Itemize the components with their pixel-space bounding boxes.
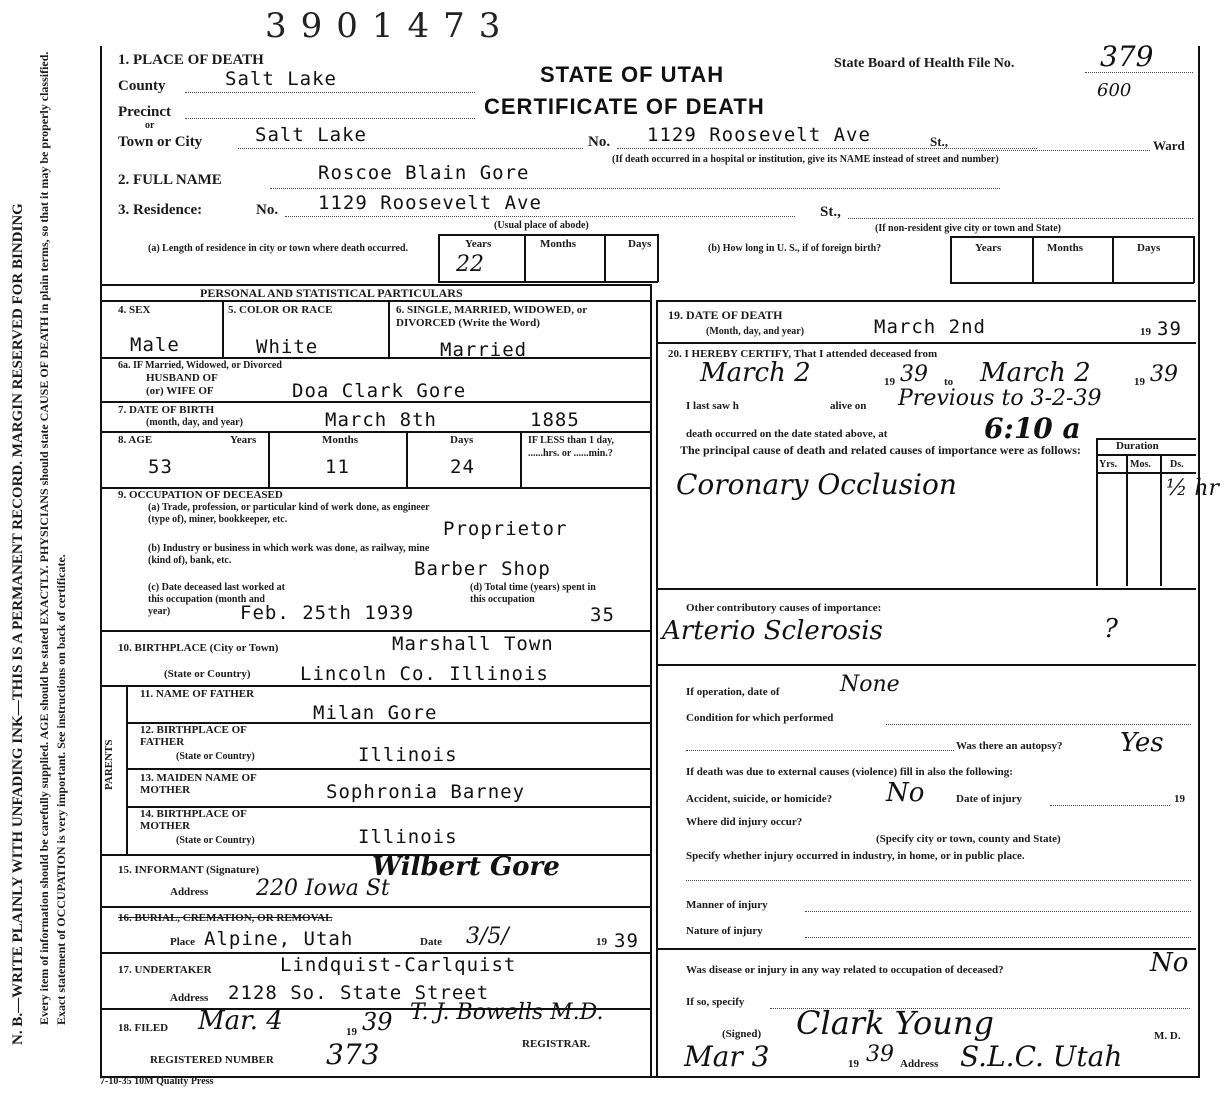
margin-note-instructions: Every item of information should be carefully supplied. AGE should be stated EXACTLY. PHYSICIANS should state CAUSE OF DEATH in plain terms, so that it may be properly classified. Exact statement of OCCUPATION is very important. See instructions on back of certificate. — [37, 51, 68, 1025]
occ-related-label: Was disease or injury in any way related to occupation of deceased? — [686, 964, 1004, 976]
registrar-signature: T. J. Bowells M.D. — [410, 1000, 604, 1025]
race-value: White — [256, 336, 319, 358]
months-header: Months — [540, 238, 577, 250]
certificate-title: CERTIFICATE OF DEATH — [484, 94, 765, 119]
mos-header: Mos. — [1130, 459, 1151, 470]
autopsy-label: Was there an autopsy? — [956, 740, 1063, 752]
dod-year-prefix: 19 — [1140, 326, 1151, 338]
town-label: Town or City — [118, 134, 203, 150]
file-note: 600 — [1097, 80, 1132, 101]
attended-from: March 2 — [700, 358, 811, 388]
to-year-prefix: 19 — [1134, 376, 1145, 388]
age-months: 11 — [325, 456, 350, 478]
occupation-label: 9. OCCUPATION OF DECEASED — [118, 489, 283, 501]
burial-date: 3/5/ — [466, 924, 509, 949]
occupation-b-label: (b) Industry or business in which work was done, as railway, mine (kind of), bank, etc. — [148, 543, 430, 566]
us-years-header: Years — [975, 242, 1002, 254]
margin-note: N. B.—WRITE PLAINLY WITH UNFADING INK—THIS IS A PERMANENT RECORD. MARGIN RESERVED FOR BINDING — [10, 203, 26, 1045]
informant-signature: Wilbert Gore — [372, 852, 560, 882]
manner-label: Manner of injury — [686, 899, 768, 911]
nature-label: Nature of injury — [686, 925, 763, 937]
signed-label: (Signed) — [722, 1028, 762, 1040]
date-of-injury-label: Date of injury — [956, 793, 1022, 805]
filed-label: 18. FILED — [118, 1022, 169, 1034]
birthplace-city: Marshall Town — [392, 633, 554, 655]
from-year: 39 — [900, 362, 928, 387]
father-birthplace-label: 12. BIRTHPLACE OF FATHER — [140, 724, 247, 748]
birthplace-state: Lincoln Co. Illinois — [300, 663, 549, 685]
footer-print: 7-10-35 10M Quality Press — [100, 1076, 214, 1087]
dob-sub: (month, day, and year) — [146, 417, 243, 428]
sex-value: Male — [130, 334, 180, 356]
spouse-label-1: 6a. IF Married, Widowed, or Divorced — [118, 360, 282, 371]
cause-label: The principal cause of death and related causes of importance were as follows: — [680, 443, 1081, 457]
dod-value: March 2nd — [874, 316, 986, 338]
filed-date: Mar. 4 — [198, 1006, 283, 1036]
less-than-label: IF LESS than 1 day, ......hrs. or ......min.? — [528, 435, 615, 459]
town-value: Salt Lake — [255, 124, 367, 146]
yrs-header: Yrs. — [1099, 459, 1118, 470]
time-of-death: 6:10 a — [984, 412, 1081, 445]
mother-birthplace-label: 14. BIRTHPLACE OF MOTHER — [140, 808, 247, 832]
dod-year: 39 — [1157, 318, 1182, 340]
sex-label: 4. SEX — [118, 304, 151, 316]
undertaker-label: 17. UNDERTAKER — [118, 964, 212, 976]
residence-years: 22 — [456, 252, 484, 277]
us-days-header: Days — [1137, 242, 1161, 254]
signature-date: Mar 3 — [684, 1040, 770, 1073]
accident-label: Accident, suicide, or homicide? — [686, 793, 833, 805]
spouse-label-2: HUSBAND OF — [146, 372, 218, 384]
from-year-prefix: 19 — [884, 376, 895, 388]
age-days-header: Days — [450, 434, 474, 446]
occupation-c-label: (c) Date deceased last worked at this occupation (month and year) — [148, 582, 285, 617]
last-saw-label: I last saw h — [686, 400, 739, 412]
burial-date-label: Date — [420, 936, 442, 948]
precinct-label: Precinct — [118, 104, 172, 120]
undertaker-address: 2128 So. State Street — [228, 982, 490, 1004]
place-of-death-heading: 1. PLACE OF DEATH — [118, 52, 264, 68]
filed-year-prefix: 19 — [346, 1026, 357, 1038]
dod-label: 19. DATE OF DEATH — [668, 308, 783, 322]
days-header: Days — [628, 238, 652, 250]
mother-value: Sophronia Barney — [326, 781, 526, 803]
marital-value: Married — [440, 339, 528, 361]
parents-label: PARENTS — [103, 739, 115, 790]
external-label: If death was due to external causes (violence) fill in also the following: — [686, 766, 1013, 778]
occupation-a-label: (a) Trade, profession, or particular kind of work done, as engineer (type of), miner, bookkeeper, etc. — [148, 502, 430, 525]
attended-to: March 2 — [980, 358, 1091, 388]
serial-number: 3901473 — [265, 6, 515, 46]
occupation-a-value: Proprietor — [443, 518, 568, 540]
registrar-label: REGISTRAR. — [522, 1038, 591, 1050]
full-name-label: 2. FULL NAME — [118, 172, 222, 188]
sig-address: S.L.C. Utah — [960, 1040, 1123, 1073]
undertaker-value: Lindquist-Carlquist — [280, 954, 517, 976]
registered-number: 373 — [326, 1038, 380, 1071]
or-label: or — [145, 120, 155, 131]
physician-signature: Clark Young — [796, 1004, 994, 1042]
us-months-header: Months — [1047, 242, 1084, 254]
foreign-birth-label: (b) How long in U. S., if of foreign birth? — [708, 243, 882, 254]
md-label: M. D. — [1154, 1030, 1181, 1042]
where-note: (Specify city or town, county and State) — [876, 833, 1061, 845]
address-value: 1129 Roosevelt Ave — [647, 124, 871, 146]
age-years: 53 — [148, 456, 173, 478]
registered-number-label: REGISTERED NUMBER — [150, 1054, 274, 1066]
nonresident-note: (If non-resident give city or town and State) — [875, 223, 1062, 234]
county-label: County — [118, 78, 166, 94]
cause-value: Coronary Occlusion — [676, 468, 957, 501]
spouse-value: Doa Clark Gore — [292, 380, 467, 402]
ds-header: Ds. — [1170, 459, 1184, 470]
burial-year: 39 — [614, 930, 639, 952]
father-label: 11. NAME OF FATHER — [140, 688, 255, 700]
father-value: Milan Gore — [313, 702, 438, 724]
full-name-value: Roscoe Blain Gore — [318, 162, 530, 184]
occupation-b-value: Barber Shop — [414, 558, 551, 580]
dob-month-day: March 8th — [325, 409, 437, 431]
years-header: Years — [465, 238, 492, 250]
county-value: Salt Lake — [225, 68, 337, 90]
dob-label: 7. DATE OF BIRTH — [118, 404, 215, 416]
occupation-c-value: Feb. 25th 1939 — [240, 602, 415, 624]
condition-label: Condition for which performed — [686, 712, 834, 724]
residence-no-label: No. — [256, 202, 279, 218]
contrib-duration: ? — [1104, 614, 1118, 644]
filed-year: 39 — [362, 1008, 393, 1036]
sig-year: 39 — [866, 1042, 894, 1067]
file-no-label: State Board of Health File No. — [834, 56, 1015, 71]
certify-label: 20. I HEREBY CERTIFY, That I attended deceased from — [668, 348, 938, 360]
where-label: Where did injury occur? — [686, 816, 803, 828]
age-months-header: Months — [322, 434, 359, 446]
dob-year: 1885 — [530, 409, 580, 431]
cause-duration: ½ hr — [1166, 476, 1220, 501]
duration-header: Duration — [1116, 440, 1159, 452]
residence-st: St., — [820, 204, 841, 220]
birthplace-state-label: (State or Country) — [164, 668, 251, 680]
operation-label: If operation, date of — [686, 686, 780, 698]
burial-place-label: Place — [170, 936, 196, 948]
informant-address-label: Address — [170, 886, 209, 898]
residence-label: 3. Residence: — [118, 202, 203, 218]
occupation-d-label: (d) Total time (years) spent in this occupation — [470, 582, 596, 605]
residence-value: 1129 Roosevelt Ave — [318, 192, 542, 214]
father-birthplace: Illinois — [358, 744, 458, 766]
age-label: 8. AGE — [118, 434, 153, 446]
marital-label: 6. SINGLE, MARRIED, WIDOWED, or DIVORCED (Write the Word) — [396, 304, 587, 329]
autopsy-value: Yes — [1120, 728, 1164, 758]
occurred-label: death occurred on the date stated above, at — [686, 428, 888, 440]
age-days: 24 — [450, 456, 475, 478]
informant-address: 220 Iowa St — [256, 876, 390, 901]
to-label: to — [944, 376, 954, 388]
occ-related-value: No — [1150, 948, 1189, 978]
alive-on-value: Previous to 3-2-39 — [898, 386, 1102, 411]
occupation-d-value: 35 — [590, 604, 615, 626]
to-year: 39 — [1150, 362, 1178, 387]
sig-address-label: Address — [900, 1058, 939, 1070]
burial-place: Alpine, Utah — [204, 928, 354, 950]
personal-heading: PERSONAL AND STATISTICAL PARTICULARS — [200, 286, 463, 300]
mother-state-country: (State or Country) — [176, 835, 255, 846]
operation-value: None — [840, 672, 900, 697]
dod-sub: (Month, day, and year) — [706, 326, 805, 337]
state-title: STATE OF UTAH — [540, 62, 725, 87]
spouse-label-3: (or) WIFE OF — [146, 385, 214, 397]
alive-on-label: alive on — [830, 400, 867, 412]
file-no-value: 379 — [1100, 40, 1154, 73]
sig-year-prefix: 19 — [848, 1058, 859, 1070]
age-years-header: Years — [230, 434, 257, 446]
contrib-label: Other contributory causes of importance: — [686, 602, 882, 614]
birthplace-label: 10. BIRTHPLACE (City or Town) — [118, 642, 279, 654]
burial-label: 16. BURIAL, CREMATION, OR REMOVAL — [118, 912, 333, 924]
usual-abode-note: (Usual place of abode) — [494, 220, 589, 231]
address-no-label: No. — [588, 134, 611, 150]
undertaker-address-label: Address — [170, 992, 209, 1004]
st-label: St., — [930, 134, 949, 149]
contrib-value: Arterio Sclerosis — [662, 616, 883, 646]
mother-birthplace: Illinois — [358, 826, 458, 848]
injury-year-prefix: 19 — [1174, 793, 1185, 805]
mother-label: 13. MAIDEN NAME OF MOTHER — [140, 772, 257, 796]
father-state-country: (State or Country) — [176, 751, 255, 762]
hospital-note: (If death occurred in a hospital or institution, give its NAME instead of street and number) — [612, 154, 999, 165]
ward-label: Ward — [1153, 138, 1185, 153]
informant-label: 15. INFORMANT (Signature) — [118, 864, 260, 876]
burial-year-prefix: 19 — [596, 936, 607, 948]
accident-value: No — [886, 778, 925, 808]
race-label: 5. COLOR OR RACE — [228, 304, 333, 316]
specify-label: Specify whether injury occurred in industry, in home, or in public place. — [686, 850, 1025, 862]
if-so-label: If so, specify — [686, 996, 745, 1008]
length-residence-label: (a) Length of residence in city or town where death occurred. — [148, 243, 409, 254]
